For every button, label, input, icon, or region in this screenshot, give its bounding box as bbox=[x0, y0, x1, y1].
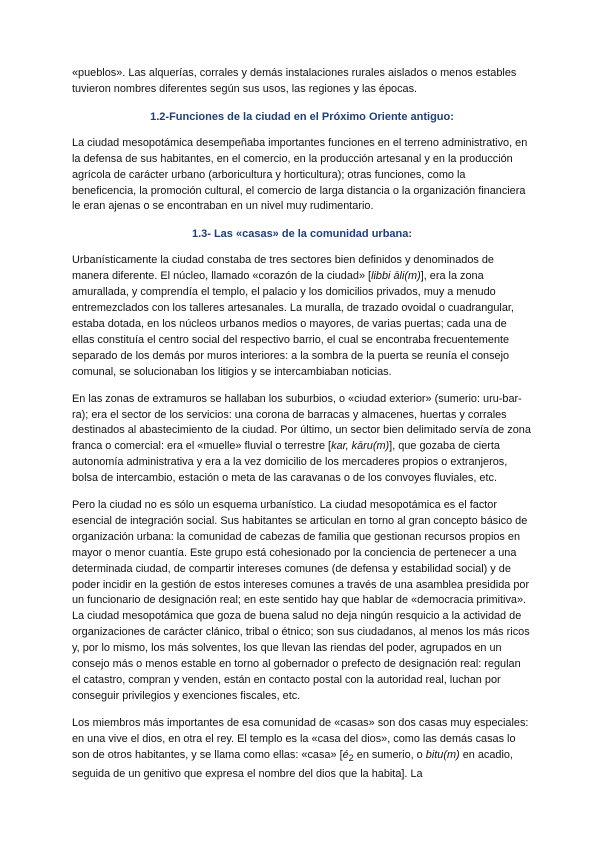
subscript: 2 bbox=[348, 752, 354, 763]
text-run: ], era la zona amurallada, y comprendía el templo, el palacio y los domicilios privados, muy a menudo entremezclados con los talleres artesanales. La muralla, de trazado ovoidal o cuadrangular, estaba dotada, en los núcleos urbanos medios o mayores, de varias puertas; cada una de ellas constituía el centro social del respectivo barrio, el cual se encontraba frecuentemente separado de los demás por muros interiores: a la sombra de la puerta se reunía el consejo comunal, se solucionaban los litigios y se intercambiaban noticias. bbox=[72, 270, 514, 378]
section-1-3-heading: 1.3- Las «casas» de la comunidad urbana: bbox=[191, 228, 413, 241]
text-run: En las zonas de extramuros se hallaban los suburbios, o «ciudad exterior» (sumerio: uru-bar-ra); era el sector de los servicios: una corona de barracas y almacenes, huertas y corrales destinados al abastecimiento de la ciudad. Por último, un sector bien delimitado servía de zona franca o comercial: era el «muelle» fluvial o terrestre [ bbox=[72, 392, 531, 453]
text-run: en sumerio, o bbox=[353, 748, 426, 761]
text-run: ], que gozaba de cierta autonomía administrativa y era a la vez domicilio de los mercaderes propios o extranjeros, bolsa de intercambio, estación o meta de las caravanas o de los convoyes fluviales, etc. bbox=[72, 440, 508, 485]
section-1-3-paragraph-3: Pero la ciudad no es sólo un esquema urbanístico. La ciudad mesopotámica es el factor esencial de integración social. Sus habitantes se articulan en torno al gran concepto básico de organización urbana: la comunidad de cabezas de familia que gestionan recursos propios en mayor o menor cuantía. Este grupo está cohesionado por la conciencia de pertenecer a una determinada ciudad, de compartir intereses comunes (de defensa y estabilidad social) y de poder incidir en la gestión de estos intereses comunes a través de una asamblea presidida por un funcionario de designación real; en este sentido hay que hablar de «democracia primitiva». La ciudad mesopotámica que goza de buena salud no deja ningún resquicio a la actividad de organizaciones de carácter clánico, tribal o étnico; son sus ciudadanos, al menos los más ricos y, por lo mismo, los más solventes, los que llevan las riendas del poder, agrupados en un consejo más o menos estable en torno al gobernador o prefecto de designación real: regulan el catastro, compran y venden, están en contacto postal con la autoridad real, luchan por conseguir privilegios y exenciones fiscales, etc. bbox=[72, 499, 530, 702]
akkadian-term: bitu(m) bbox=[425, 748, 460, 761]
text-run: en acadio, seguida de un genitivo que expresa el nombre del dios que la habita]. La bbox=[72, 748, 513, 780]
section-1-3-paragraph-1 bbox=[72, 253, 532, 380]
text-run: Los miembros más importantes de esa comunidad de «casas» son dos casas muy especiales: en una vive el dios, en otra el rey. El templo es la «casa del dios», como las demás casas lo son de otros habitantes, y se llama como ellas: «casa» [ bbox=[72, 716, 529, 761]
akkadian-term: kar, kāru(m) bbox=[331, 440, 390, 453]
akkadian-term: libbi āli(m) bbox=[371, 270, 421, 283]
document-page bbox=[72, 66, 532, 794]
text-run: Urbanísticamente la ciudad constaba de tres sectores bien definidos y denominados de manera diferente. El núcleo, llamado «corazón de la ciudad» [ bbox=[72, 254, 494, 283]
intro-paragraph: «pueblos». Las alquerías, corrales y demás instalaciones rurales aislados o menos estables tuvieron nombres diferentes según sus usos, las regiones y las épocas. bbox=[72, 67, 517, 95]
section-1-3-paragraph-4 bbox=[72, 716, 532, 783]
section-1-2-paragraph: La ciudad mesopotámica desempeñaba importantes funciones en el terreno administrativo, en la defensa de sus habitantes, en el comercio, en la producción artesanal y en la producción agrícola de carácter urbano (arboricultura y horticultura); otras funciones, como la beneficencia, la promoción cultural, el comercio de larga distancia o la organización financiera le eran ajenas o se encontraban en un nivel muy rudimentario. bbox=[72, 136, 528, 213]
section-1-3-paragraph-2 bbox=[72, 392, 532, 487]
section-1-2-heading: 1.2-Funciones de la ciudad en el Próximo Oriente antiguo: bbox=[150, 110, 454, 123]
sumerian-term: é bbox=[342, 748, 349, 761]
